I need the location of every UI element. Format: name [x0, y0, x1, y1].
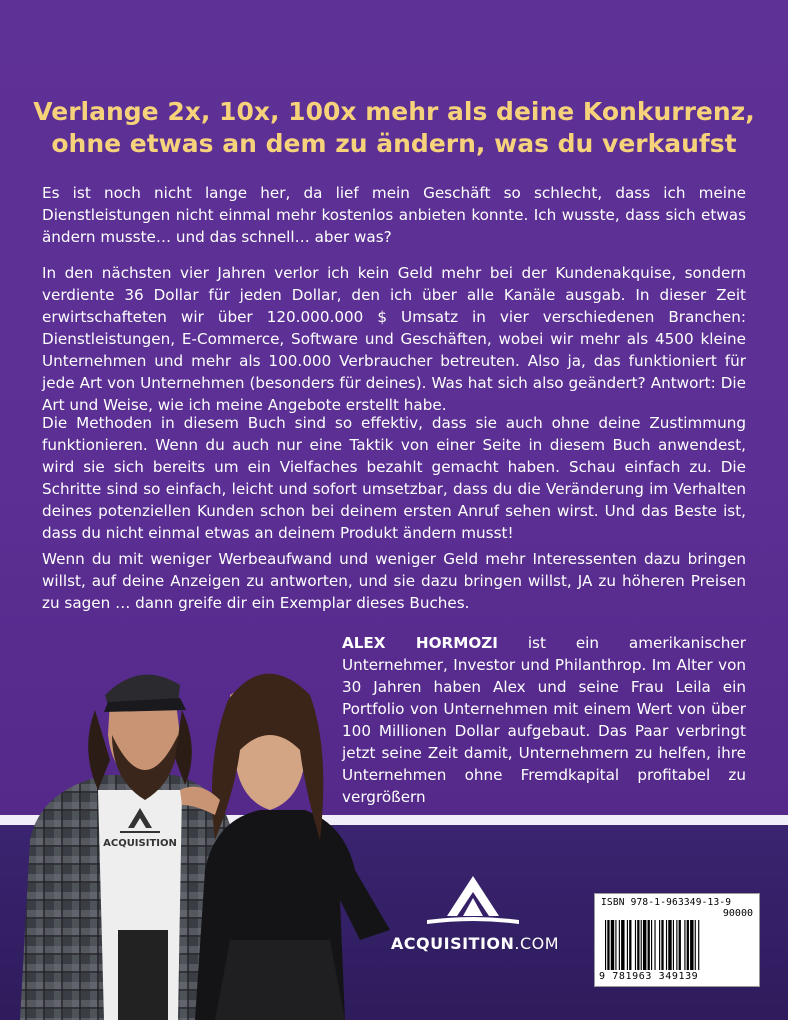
barcode-bar	[627, 920, 628, 970]
author-name: ALEX HORMOZI	[342, 634, 498, 652]
barcode-bar	[607, 920, 609, 970]
blurb-paragraph-3: Die Methoden in diesem Buch sind so effektiv, dass sie auch ohne deine Zustimmung funktionieren. Wenn du auch nur eine Taktik von einer Seite in diesem Buch anwendest, wird sie sich bereits um ein Vielfaches bezahlt gemacht haben. Schau einfach zu. Die Schritte sind so einfach, leicht und sofort umsetzbar, dass du die Veränderung im Verhalten deines potenziellen Kunden schon bei deinem ersten Anruf sehen wirst. Und das Beste ist, dass du nicht einmal etwas an deinem Produkt ändern musst!	[42, 414, 746, 542]
headline-line-1: Verlange 2x, 10x, 100x mehr als deine Konkurrenz,	[33, 97, 755, 126]
barcode-bar	[673, 920, 674, 970]
acquisition-logo-text	[380, 934, 570, 953]
barcode-bar	[690, 920, 693, 970]
logo-suffix: .COM	[514, 934, 560, 953]
headline-line-2: ohne etwas an dem zu ändern, was du verkaufst	[51, 129, 737, 158]
barcode-bar	[615, 920, 616, 970]
acquisition-logo-icon	[425, 872, 521, 926]
isbn-number: ISBN 978-1-963349-13-9	[601, 897, 732, 908]
ean-number: 9 781963 349139	[599, 971, 699, 982]
barcode-bar	[698, 920, 699, 970]
blurb-paragraph-1: Es ist noch nicht lange her, da lief mein Geschäft so schlecht, dass ich meine Dienstleistungen nicht einmal mehr kostenlos anbieten konnte. Ich wusste, dass sich etwas ändern musste… und das schnell… aber was?	[42, 184, 746, 246]
barcode-bar	[676, 920, 677, 970]
barcode-bar	[637, 920, 639, 970]
barcode-bars	[605, 920, 749, 970]
barcode-bar	[659, 920, 660, 970]
barcode-bar	[635, 920, 636, 970]
logo-name: ACQUISITION	[390, 934, 515, 953]
author-bio-text: ist ein amerikanischer Unternehmer, Investor und Philanthrop. Im Alter von 30 Jahren haben Alex und seine Frau Leila ein Portfolio von Unternehmen mit einem Wert von über 100 Millionen Dollar aufgebaut. Das Paar verbringt jetzt seine Zeit damit, Unternehmern zu helfen, ihre Unternehmen ohne Fremdkapital profitabel zu vergrößern	[342, 634, 747, 806]
barcode-bar	[684, 920, 685, 970]
barcode-bar	[629, 920, 631, 970]
blurb-paragraph-2: In den nächsten vier Jahren verlor ich kein Geld mehr bei der Kundenakquise, sondern verdiente 36 Dollar für jeden Dollar, den ich über alle Kanäle ausgab. In dieser Zeit erwirtschafteten wir über 120.000.000 $ Umsatz in vier verschiedenen Branchen: Dienstleistungen, E-Commerce, Software und Geschäften, wobei wir mehr als 4500 kleine Unternehmen und mehr als 100.000 Verbraucher betreuten. Also ja, das funktioniert für jede Art von Unternehmen (besonders für deines). Was hat sich also geändert? Antwort: Die Art und Weise, wie ich meine Angebote erstellt habe.	[42, 264, 746, 414]
barcode-bar	[641, 920, 642, 970]
barcode-bar	[611, 920, 614, 970]
isbn-barcode	[594, 893, 760, 987]
barcode-bar	[666, 920, 667, 970]
barcode-bar	[621, 920, 624, 970]
barcode-bar	[654, 920, 655, 970]
barcode-bar	[668, 920, 671, 970]
barcode-bar	[605, 920, 606, 970]
barcode-bar	[687, 920, 689, 970]
author-photo	[0, 640, 420, 1020]
barcode-bar	[648, 920, 650, 970]
headline	[30, 96, 758, 160]
barcode-bar	[619, 920, 620, 970]
price-code: 90000	[722, 908, 753, 919]
shirt-text: ACQUISITION	[103, 838, 177, 849]
barcode-bar	[643, 920, 646, 970]
barcode-bar	[679, 920, 681, 970]
barcode-bar	[695, 920, 696, 970]
barcode-bar	[661, 920, 663, 970]
barcode-bar	[651, 920, 652, 970]
blurb-paragraph-4: Wenn du mit weniger Werbeaufwand und weniger Geld mehr Interessenten dazu bringen willst, auf deine Anzeigen zu antworten, und sie dazu bringen willst, JA zu höheren Preisen zu sagen … dann greife dir ein Exemplar dieses Buches.	[42, 550, 746, 612]
